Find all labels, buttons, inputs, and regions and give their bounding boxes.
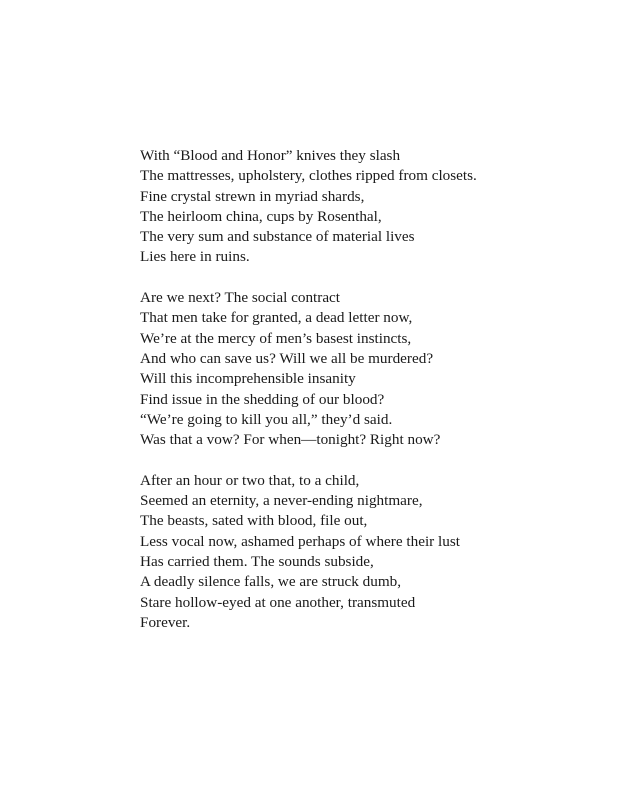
poem-line: That men take for granted, a dead letter now, (140, 309, 413, 327)
poem-line: And who can save us? Will we all be murdered? (140, 349, 434, 367)
poem-line: “We’re going to kill you all,” they’d said. (140, 410, 393, 428)
poem-line: Fine crystal strewn in myriad shards, (140, 187, 365, 205)
poem-line: Are we next? The social contract (140, 289, 341, 307)
poem-line: The heirloom china, cups by Rosenthal, (140, 207, 382, 225)
poem-line: A deadly silence falls, we are struck dumb, (140, 573, 402, 591)
poem-line: The mattresses, upholstery, clothes ripped from closets. (140, 167, 477, 185)
poem-line: The very sum and substance of material lives (140, 228, 415, 246)
poem-line: Less vocal now, ashamed perhaps of where their lust (140, 532, 460, 550)
poem-line: We’re at the mercy of men’s basest instincts, (140, 329, 412, 347)
poem-line: After an hour or two that, to a child, (140, 471, 360, 489)
poem-line: The beasts, sated with blood, file out, (140, 512, 368, 530)
poem-line: Stare hollow-eyed at one another, transmuted (140, 593, 416, 611)
poem (140, 146, 600, 633)
poem-line: Has carried them. The sounds subside, (140, 552, 374, 570)
poem-line: Find issue in the shedding of our blood? (140, 390, 385, 408)
stanza-2 (140, 288, 600, 450)
poem-line: Was that a vow? For when—tonight? Right now? (140, 431, 441, 449)
poem-line: Seemed an eternity, a never-ending nightmare, (140, 492, 423, 510)
poem-line: Will this incomprehensible insanity (140, 370, 356, 388)
poem-line: With “Blood and Honor” knives they slash (140, 147, 401, 164)
poem-line: Forever. (140, 613, 191, 631)
stanza-3 (140, 471, 600, 633)
poem-line: Lies here in ruins. (140, 248, 250, 266)
stanza-1 (140, 146, 600, 268)
